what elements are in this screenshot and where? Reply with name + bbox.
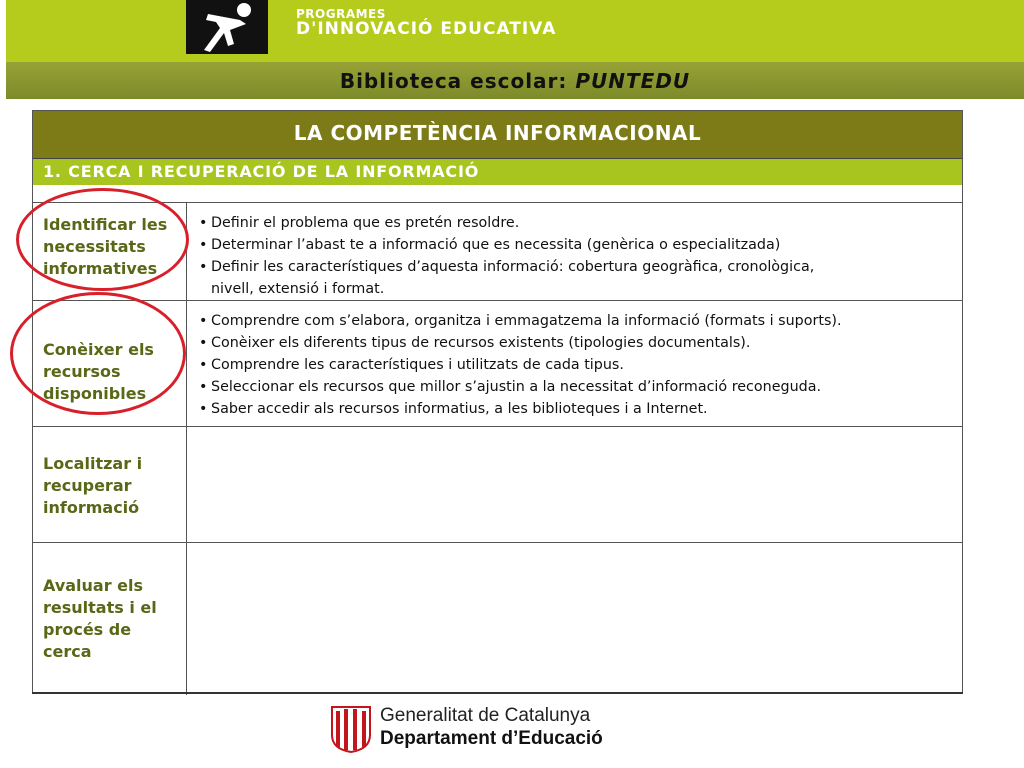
table-title: LA COMPETÈNCIA INFORMACIONAL — [293, 121, 702, 145]
row-label-line: procés de — [43, 620, 132, 639]
bullet-continuation: nivell, extensió i format. — [211, 281, 385, 297]
row-label-line: Localitzar i — [43, 454, 143, 473]
bullet-item: • Saber accedir als recursos informatius, a les biblioteques i a Internet. — [199, 398, 959, 420]
row-label-cell — [33, 543, 187, 695]
department-name: Departament d’Educació — [380, 728, 603, 749]
row-label — [43, 453, 142, 519]
row-label — [43, 575, 157, 663]
row-label-line: Conèixer els — [43, 340, 154, 359]
page-subtitle — [6, 69, 1024, 93]
table-bottom-border — [32, 692, 963, 694]
row-label-line: informació — [43, 498, 140, 517]
bullet-item: • Comprendre les característiques i utilitzats de cada tipus. — [199, 354, 959, 376]
bullet-item: • Definir les característiques d’aquesta informació: cobertura geogràfica, cronològica, — [199, 256, 959, 278]
subtitle-emphasis: PUNTEDU — [575, 69, 691, 93]
running-figure-icon — [186, 0, 268, 54]
row-label-line: necessitats — [43, 237, 146, 256]
table-row — [33, 427, 962, 543]
table-row — [33, 543, 962, 695]
innovacio-educativa-label: D'INNOVACIÓ EDUCATIVA — [296, 19, 557, 39]
row-label-line: cerca — [43, 642, 92, 661]
row-content — [199, 212, 959, 300]
bullet-list — [199, 310, 959, 420]
section-header — [33, 159, 962, 185]
section-title: 1. CERCA I RECUPERACIÓ DE LA INFORMACIÓ — [43, 162, 480, 181]
competencia-table — [32, 110, 963, 694]
generalitat-name: Generalitat de Catalunya — [380, 705, 591, 726]
bullet-item: • Conèixer els diferents tipus de recursos existents (tipologies documentals). — [199, 332, 959, 354]
table-header — [33, 111, 962, 159]
programes-logo — [186, 0, 268, 54]
row-label-line: recursos — [43, 362, 121, 381]
row-content — [199, 310, 959, 420]
row-label-line: informatives — [43, 259, 158, 278]
annotation-circle — [10, 292, 186, 415]
row-label-line: Avaluar els — [43, 576, 144, 595]
bullet-item: • Definir el problema que es pretén resoldre. — [199, 212, 959, 234]
subtitle-band — [6, 62, 1024, 99]
bullet-item: • Comprendre com s’elabora, organitza i emmagatzema la informació (formats i suports). — [199, 310, 959, 332]
annotation-circle — [16, 188, 189, 291]
row-label-line: recuperar — [43, 476, 132, 495]
programes-label: PROGRAMES — [296, 7, 386, 21]
subtitle-prefix: Biblioteca escolar: — [339, 69, 576, 93]
bullet-item: • Determinar l’abast te a informació que es necessita (genèrica o especialitzada) — [199, 234, 959, 256]
generalitat-logo-icon — [330, 705, 372, 753]
bullet-list — [199, 212, 959, 278]
row-label-line: resultats i el — [43, 598, 157, 617]
spacer-row — [33, 185, 962, 203]
bullet-item: • Seleccionar els recursos que millor s’ajustin a la necessitat d’informació reconeguda. — [199, 376, 959, 398]
row-label-line: disponibles — [43, 384, 147, 403]
row-label-line: Identificar les — [43, 215, 168, 234]
row-label-cell — [33, 427, 187, 542]
